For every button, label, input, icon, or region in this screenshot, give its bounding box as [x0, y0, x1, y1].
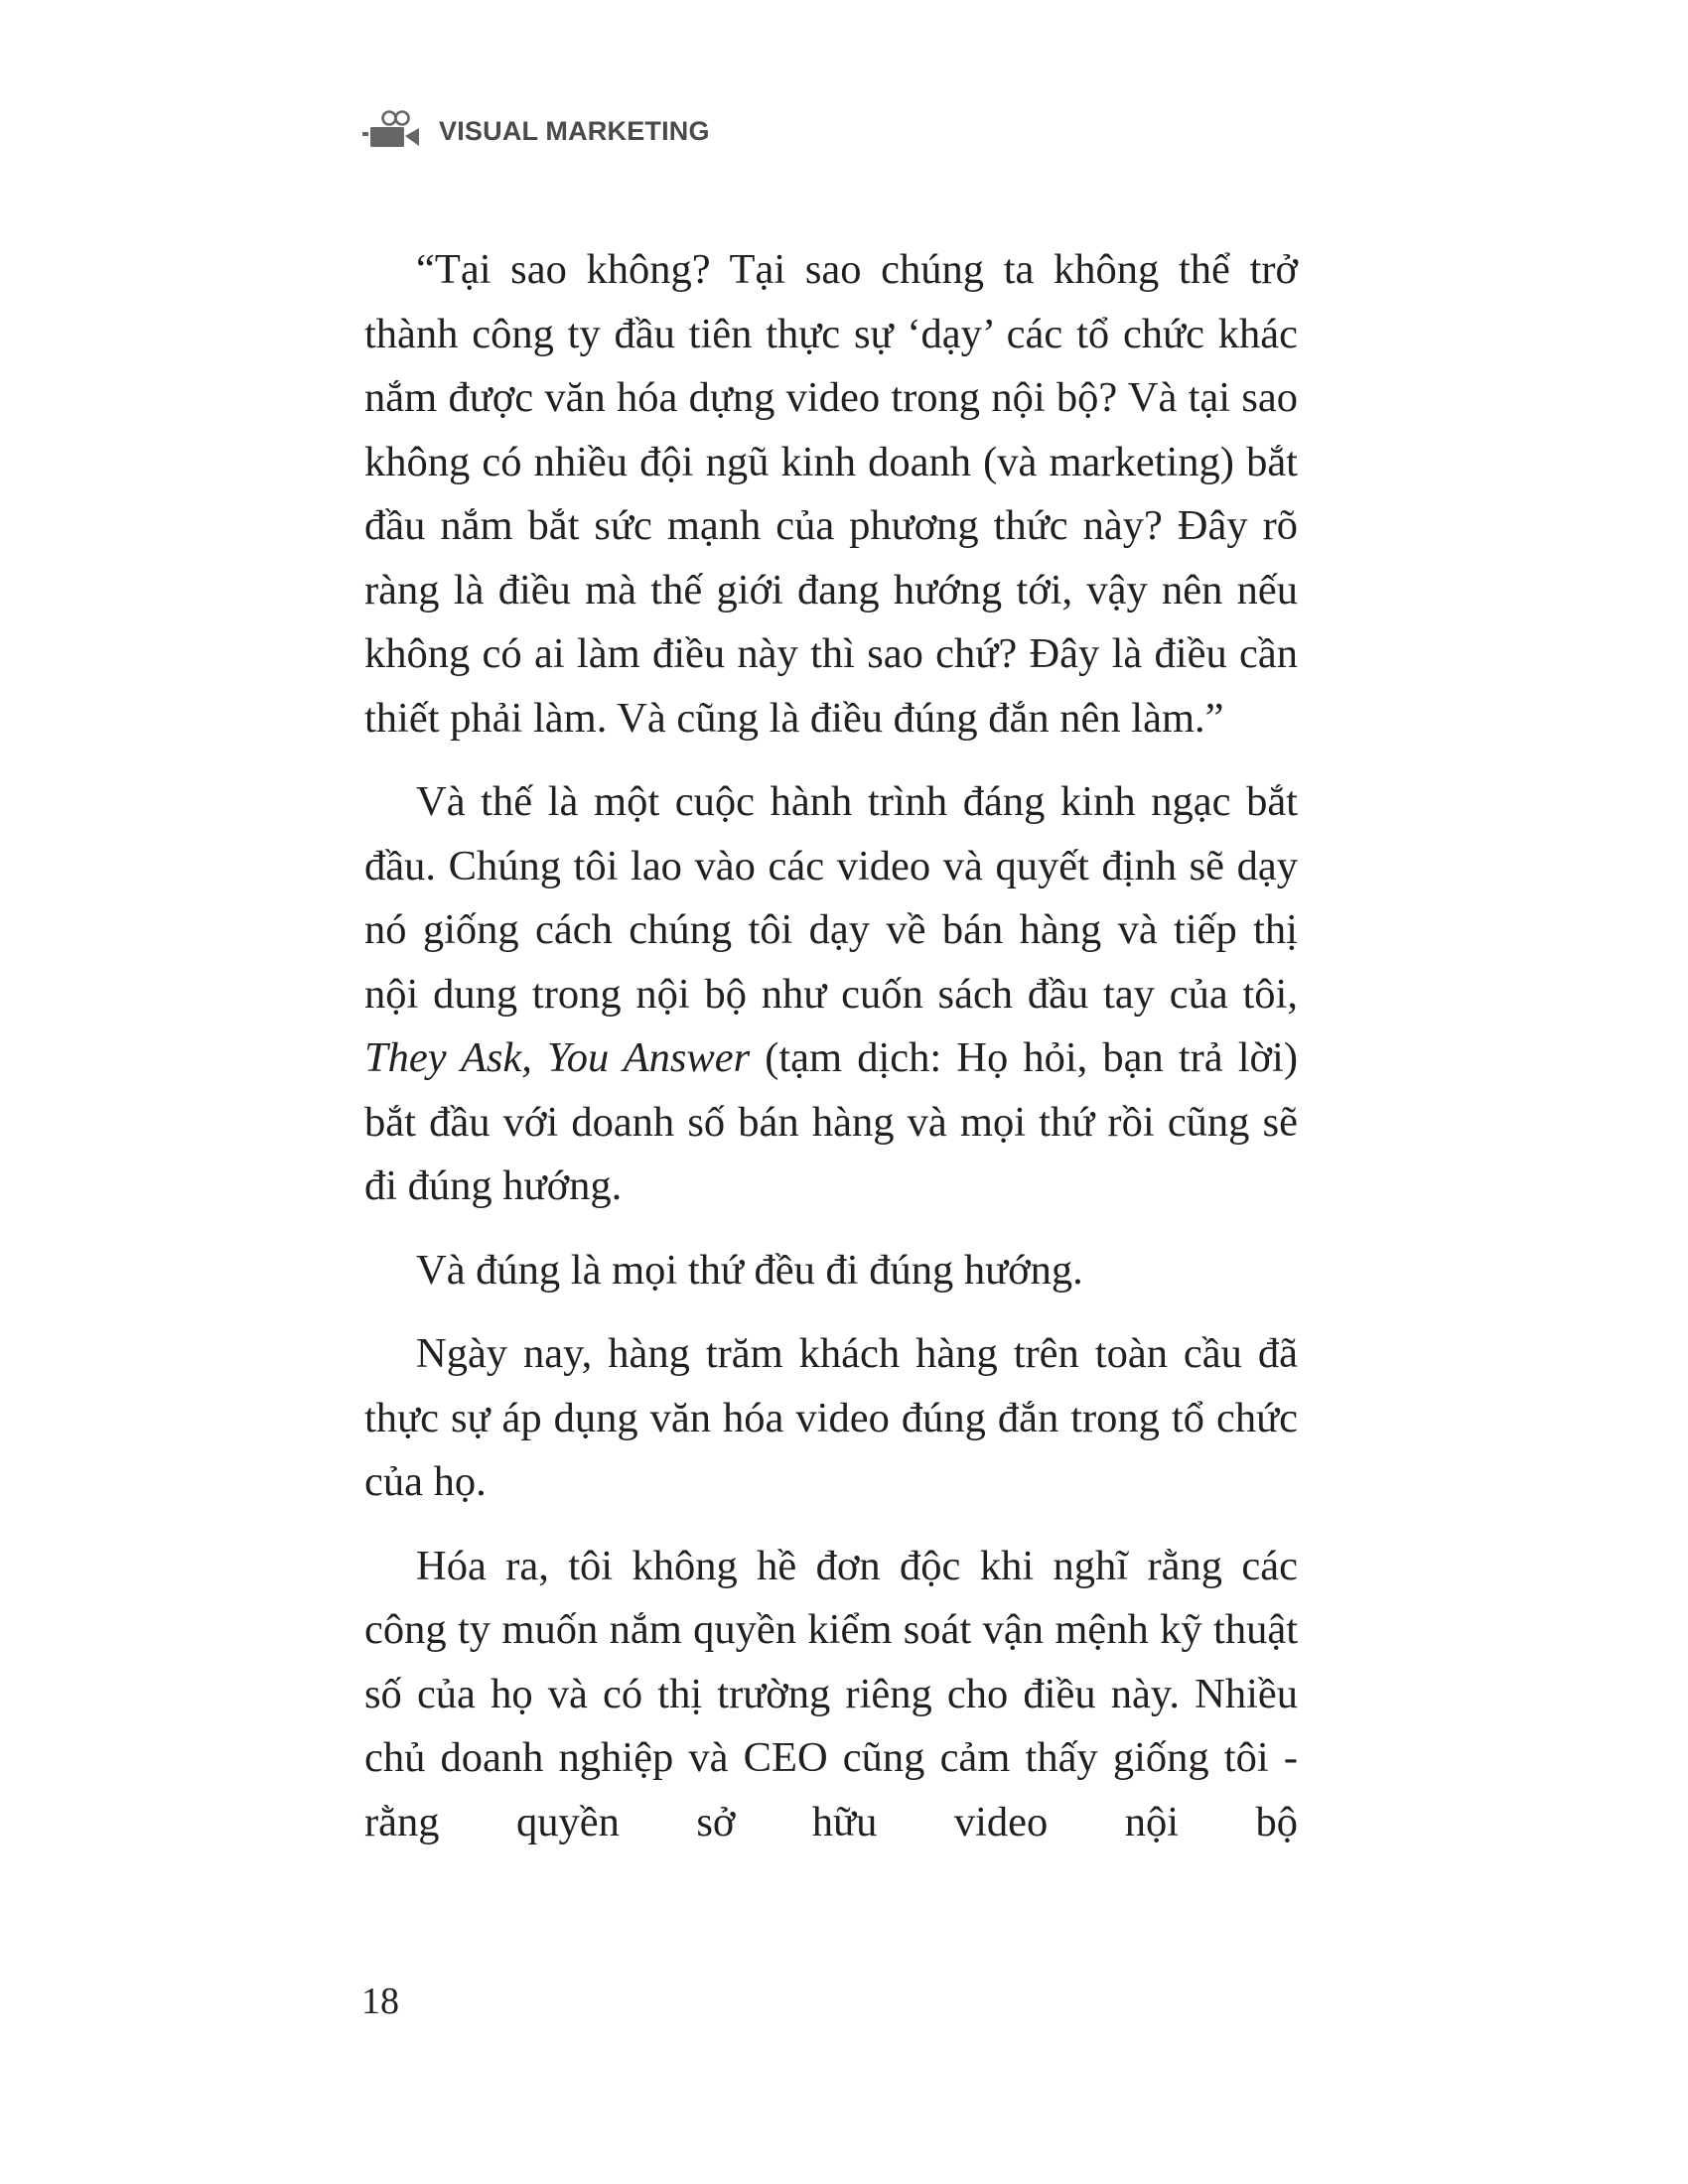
- page-number: 18: [361, 1980, 399, 2022]
- body-text: [364, 238, 1298, 1854]
- paragraph-not-alone: Hóa ra, tôi không hề đơn độc khi nghĩ rằng các công ty muốn nắm quyền kiểm soát vận mệnh kỹ thuật số của họ và có thị trường riêng cho điều này. Nhiều chủ doanh nghiệp và CEO cũng cảm thấy giống tôi - rằng quyền sở hữu video nội bộ: [364, 1542, 1298, 1845]
- paragraph-result: Và đúng là mọi thứ đều đi đúng hướng.: [416, 1246, 1083, 1294]
- paragraph-text: (tạm dịch: Họ hỏi, bạn trả lời) bắt đầu với doanh số bán hàng và mọi thứ rồi cũng sẽ đi đúng hướng.: [364, 1034, 1298, 1209]
- book-title: They Ask, You Answer: [364, 1034, 751, 1081]
- paragraph-quote: “Tại sao không? Tại sao chúng ta không thể trở thành công ty đầu tiên thực sự ‘dạy’ các tổ chức khác nắm được văn hóa dựng video trong nội bộ? Và tại sao không có nhiều đội ngũ kinh doanh (và marketing) bắt đầu nắm bắt sức mạnh của phương thức này? Đây rõ ràng là điều mà thế giới đang hướng tới, vậy nên nếu không có ai làm điều này thì sao chứ? Đây là điều cần thiết phải làm. Và cũng là điều đúng đắn nên làm.”: [364, 246, 1298, 742]
- paragraph-customers: Ngày nay, hàng trăm khách hàng trên toàn cầu đã thực sự áp dụng văn hóa video đúng đắn trong tổ chức của họ.: [364, 1330, 1298, 1505]
- movie-camera-icon: [361, 109, 423, 153]
- paragraph-journey: [364, 770, 1298, 1219]
- running-header: [361, 109, 710, 153]
- running-header-title: VISUAL MARKETING: [439, 115, 710, 146]
- paragraph-text: Và thế là một cuộc hành trình đáng kinh ngạc bắt đầu. Chúng tôi lao vào các video và quyết định sẽ dạy nó giống cách chúng tôi dạy về bán hàng và tiếp thị nội dung trong nội bộ như cuốn sách đầu tay của tôi,: [364, 778, 1298, 1018]
